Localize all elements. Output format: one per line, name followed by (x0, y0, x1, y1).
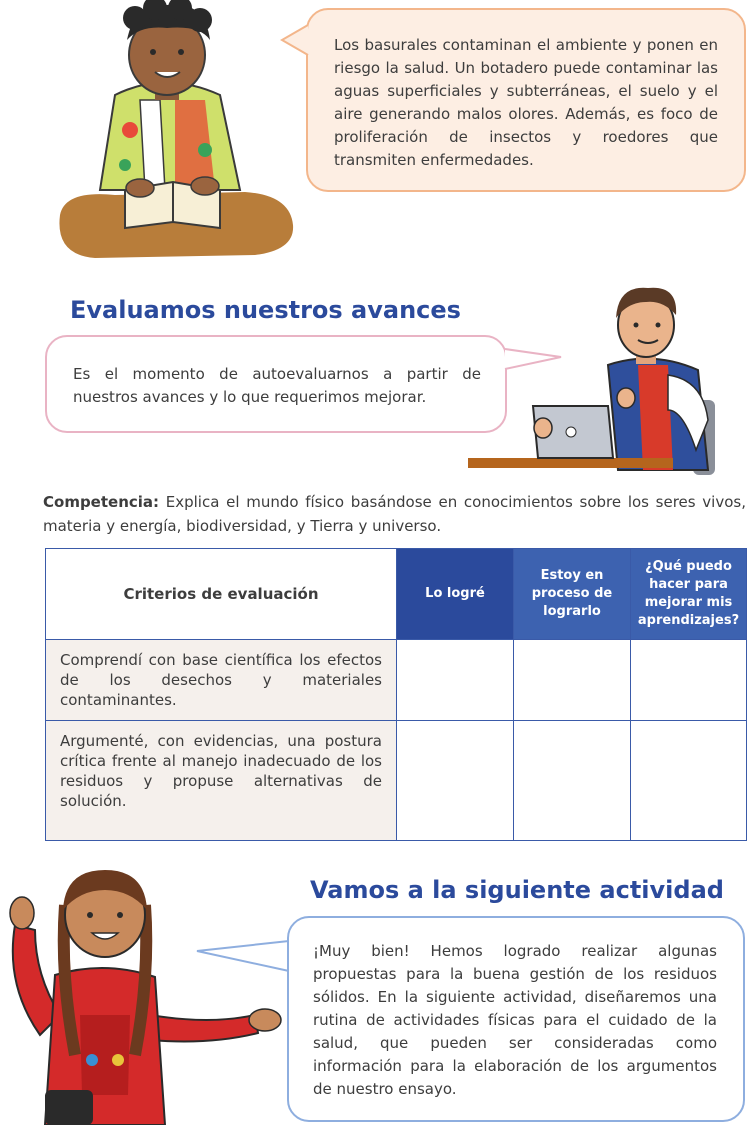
girl-waving-illustration (0, 865, 285, 1125)
en-proceso-cell[interactable] (514, 721, 631, 841)
header-criterios: Criterios de evaluación (46, 549, 397, 640)
header-como-mejorar: ¿Qué puedo hacer para mejorar mis aprendizajes? (631, 549, 747, 640)
info-speech-bubble (306, 8, 746, 192)
table-header-row (46, 549, 747, 640)
header-en-proceso: Estoy en proceso de lograrlo (514, 549, 631, 640)
next-activity-bubble-text: ¡Muy bien! Hemos logrado realizar algunas propuestas para la buena gestión de los residuos sólidos. En la siguiente actividad, diseñaremos una rutina de actividades físicas para el cuidado de la salud, que pueden ser consideradas como información para la elaboración de los argumentos de nuestro ensayo. (313, 942, 717, 1098)
competencia-label: Competencia: (43, 493, 160, 511)
bubble-tail (280, 20, 310, 60)
next-activity-speech-bubble (287, 916, 745, 1122)
section-title-evaluamos: Evaluamos nuestros avances (70, 296, 461, 324)
header-lo-logre: Lo logré (397, 549, 514, 640)
boy-reading-illustration (55, 0, 300, 265)
como-mejorar-cell[interactable] (631, 640, 747, 721)
como-mejorar-cell[interactable] (631, 721, 747, 841)
table-row (46, 640, 747, 721)
evaluation-bubble-text: Es el momento de autoevaluarnos a partir de nuestros avances y lo que requerimos mejorar. (73, 365, 481, 406)
info-bubble-text: Los basurales contaminan el ambiente y ponen en riesgo la salud. Un botadero puede contaminar las aguas superficiales y subterráneas, el suelo y el aire generando malos olores. Además, es foco de proliferación de insectos y roedores que transmiten enfermedades. (334, 36, 718, 169)
competencia-paragraph (43, 490, 746, 538)
lo-logre-cell[interactable] (397, 721, 514, 841)
bubble-tail (195, 935, 291, 975)
competencia-text: Explica el mundo físico basándose en conocimientos sobre los seres vivos, materia y energía, biodiversidad, y Tierra y universo. (43, 493, 746, 535)
criterion-cell: Argumenté, con evidencias, una postura crítica frente al manejo inadecuado de los residuos y propuse alternativas de solución. (46, 721, 397, 841)
lo-logre-cell[interactable] (397, 640, 514, 721)
evaluation-speech-bubble (45, 335, 507, 433)
en-proceso-cell[interactable] (514, 640, 631, 721)
table-row (46, 721, 747, 841)
criterion-cell: Comprendí con base científica los efectos de los desechos y materiales contaminantes. (46, 640, 397, 721)
student-laptop-illustration (468, 280, 746, 480)
section-title-siguiente-actividad: Vamos a la siguiente actividad (310, 876, 724, 904)
evaluation-table (45, 548, 747, 841)
